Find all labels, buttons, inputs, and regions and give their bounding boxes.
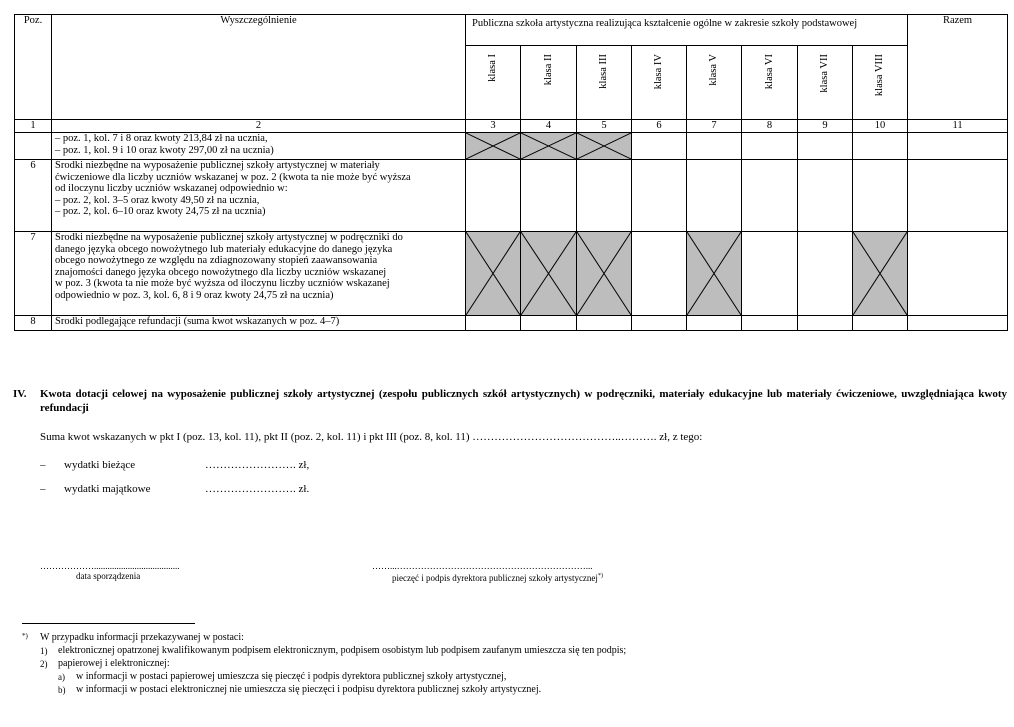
input-cell[interactable] bbox=[632, 316, 687, 331]
table-row bbox=[15, 316, 1008, 331]
input-cell[interactable] bbox=[687, 133, 742, 160]
col-num: 11 bbox=[908, 120, 1008, 133]
input-cell[interactable] bbox=[742, 316, 798, 331]
cross-mark-icon bbox=[687, 232, 741, 315]
list-dash: – bbox=[40, 483, 46, 495]
footnote-item-number: b) bbox=[58, 685, 66, 695]
list-dash: – bbox=[40, 459, 46, 471]
input-cell[interactable] bbox=[908, 232, 1008, 316]
input-cell[interactable] bbox=[798, 232, 853, 316]
expense-label-current: wydatki bieżące bbox=[64, 459, 136, 471]
footnote-item-number: a) bbox=[58, 672, 65, 682]
row-description: Środki niezbędne na wyposażenie publicznej szkoły artystycznej w materiały ćwiczeniowe dla liczby uczniów wskazanej w poz. 2 (kwota ta nie może być wyższa od iloczynu liczby uczniów wskazanej odpowiednio w: – poz. 2, kol. 3–5 oraz kwoty 49,50 zł na ucznia, – poz. 2, kol. 6–10 oraz kwoty 24,75 zł na ucznia) bbox=[52, 160, 466, 232]
col-num: 9 bbox=[798, 120, 853, 133]
cross-mark-icon bbox=[466, 133, 520, 159]
input-cell[interactable] bbox=[687, 160, 742, 232]
input-cell[interactable] bbox=[908, 316, 1008, 331]
header-klasa-5: klasa V bbox=[687, 46, 742, 120]
col-num: 10 bbox=[853, 120, 908, 133]
header-klasa-8: klasa VIII bbox=[853, 46, 908, 120]
expense-value-capital[interactable]: ……………………. zł. bbox=[205, 483, 310, 495]
row-poz bbox=[15, 133, 52, 160]
date-field[interactable]: ………………...................................... bbox=[40, 561, 180, 571]
data-table bbox=[14, 14, 1008, 331]
col-num: 6 bbox=[632, 120, 687, 133]
footnote-divider bbox=[22, 623, 195, 624]
table-row bbox=[15, 133, 1008, 160]
input-cell[interactable] bbox=[521, 316, 577, 331]
col-num: 5 bbox=[577, 120, 632, 133]
header-row bbox=[15, 15, 1008, 46]
header-klasa-6: klasa VI bbox=[742, 46, 798, 120]
cross-mark-icon bbox=[577, 133, 631, 159]
row-description: Środki podlegające refundacji (suma kwot wskazanych w poz. 4–7) bbox=[52, 316, 466, 331]
crossed-cell bbox=[577, 232, 632, 316]
date-label: data sporządzenia bbox=[76, 571, 141, 581]
col-num: 4 bbox=[521, 120, 577, 133]
header-klasa-4: klasa IV bbox=[632, 46, 687, 120]
col-num: 2 bbox=[52, 120, 466, 133]
crossed-cell bbox=[466, 133, 521, 160]
footnote-mark: *) bbox=[22, 632, 28, 640]
table-row bbox=[15, 160, 1008, 232]
cross-mark-icon bbox=[521, 133, 576, 159]
header-klasa-1: klasa I bbox=[466, 46, 521, 120]
footnote-item: elektronicznej opatrzonej kwalifikowanym podpisem elektronicznym, podpisem osobistym lub podpisem zaufanym umieszcza się ten podpis; bbox=[58, 645, 627, 656]
footnote-item-number: 1) bbox=[40, 646, 48, 656]
row-poz: 7 bbox=[15, 232, 52, 316]
cross-mark-icon bbox=[577, 232, 631, 315]
header-klasa-3: klasa III bbox=[577, 46, 632, 120]
signature-label: pieczęć i podpis dyrektora publicznej szkoły artystycznej*) bbox=[392, 573, 603, 583]
cross-mark-icon bbox=[466, 232, 520, 315]
cross-mark-icon bbox=[521, 232, 576, 315]
row-description: – poz. 1, kol. 7 i 8 oraz kwoty 213,84 zł na ucznia, – poz. 1, kol. 9 i 10 oraz kwoty 297,00 zł na ucznia) bbox=[52, 133, 466, 160]
crossed-cell bbox=[687, 232, 742, 316]
footnote-item: w informacji w postaci elektronicznej nie umieszcza się pieczęci i podpisu dyrektora publicznej szkoły artystycznej. bbox=[76, 684, 542, 695]
expense-value-current[interactable]: ……………………. zł, bbox=[205, 459, 310, 471]
expense-label-capital: wydatki majątkowe bbox=[64, 483, 151, 495]
row-poz: 8 bbox=[15, 316, 52, 331]
crossed-cell bbox=[577, 133, 632, 160]
col-num: 8 bbox=[742, 120, 798, 133]
footnote-item-number: 2) bbox=[40, 659, 48, 669]
footnote-intro: W przypadku informacji przekazywanej w postaci: bbox=[40, 632, 244, 643]
crossed-cell bbox=[521, 133, 577, 160]
input-cell[interactable] bbox=[853, 133, 908, 160]
col-num: 1 bbox=[15, 120, 52, 133]
cross-mark-icon bbox=[853, 232, 907, 315]
input-cell[interactable] bbox=[908, 133, 1008, 160]
sum-text: Suma kwot wskazanych w pkt I (poz. 13, kol. 11), pkt II (poz. 2, kol. 11) i pkt III (poz. 8, kol. 11) …………………………………..………. zł, z tego: bbox=[40, 431, 703, 443]
section-title: Kwota dotacji celowej na wyposażenie publicznej szkoły artystycznej (zespołu publicznych szkół artystycznych) w podręczniki, materiały edukacyjne lub materiały ćwiczeniowe, uwzględniająca kwoty refundacji bbox=[40, 388, 1007, 414]
col-num: 7 bbox=[687, 120, 742, 133]
crossed-cell bbox=[466, 232, 521, 316]
header-wyszczegolnienie: Wyszczególnienie bbox=[52, 15, 466, 120]
input-cell[interactable] bbox=[742, 232, 798, 316]
col-num: 3 bbox=[466, 120, 521, 133]
input-cell[interactable] bbox=[742, 160, 798, 232]
input-cell[interactable] bbox=[742, 133, 798, 160]
signature-field[interactable]: ……...………………………………………………………... bbox=[372, 561, 593, 571]
input-cell[interactable] bbox=[577, 316, 632, 331]
column-numbers-row bbox=[15, 120, 1008, 133]
table-row bbox=[15, 232, 1008, 316]
crossed-cell bbox=[521, 232, 577, 316]
input-cell[interactable] bbox=[798, 160, 853, 232]
input-cell[interactable] bbox=[466, 316, 521, 331]
header-razem: Razem bbox=[908, 15, 1008, 120]
input-cell[interactable] bbox=[632, 160, 687, 232]
input-cell[interactable] bbox=[798, 316, 853, 331]
input-cell[interactable] bbox=[908, 160, 1008, 232]
row-description: Środki niezbędne na wyposażenie publicznej szkoły artystycznej w podręczniki do danego języka obcego nowożytnego lub materiały edukacyjne do danego języka obcego nowożytnego ze względu na zdiagnozowany stopień zaawansowania znajomości danego języka obcego nowożytnego dla liczby uczniów wskazanej w poz. 3 (kwota ta nie może być wyższa od iloczynu liczby uczniów wskazanej odpowiednio w poz. 3, kol. 6, 8 i 9 oraz kwoty 24,75 zł na ucznia) bbox=[52, 232, 466, 316]
section-number: IV. bbox=[13, 388, 27, 400]
input-cell[interactable] bbox=[853, 316, 908, 331]
header-group: Publiczna szkoła artystyczna realizująca kształcenie ogólne w zakresie szkoły podstawowej bbox=[466, 15, 908, 46]
input-cell[interactable] bbox=[521, 160, 577, 232]
input-cell[interactable] bbox=[687, 316, 742, 331]
row-poz: 6 bbox=[15, 160, 52, 232]
footnote-item: papierowej i elektronicznej: bbox=[58, 658, 170, 669]
input-cell[interactable] bbox=[632, 232, 687, 316]
crossed-cell bbox=[853, 232, 908, 316]
footnote-item: w informacji w postaci papierowej umieszcza się pieczęć i podpis dyrektora publicznej szkoły artystycznej, bbox=[76, 671, 507, 682]
header-klasa-7: klasa VII bbox=[798, 46, 853, 120]
header-klasa-2: klasa II bbox=[521, 46, 577, 120]
header-poz: Poz. bbox=[15, 15, 52, 120]
input-cell[interactable] bbox=[466, 160, 521, 232]
input-cell[interactable] bbox=[577, 160, 632, 232]
input-cell[interactable] bbox=[632, 133, 687, 160]
input-cell[interactable] bbox=[853, 160, 908, 232]
input-cell[interactable] bbox=[798, 133, 853, 160]
